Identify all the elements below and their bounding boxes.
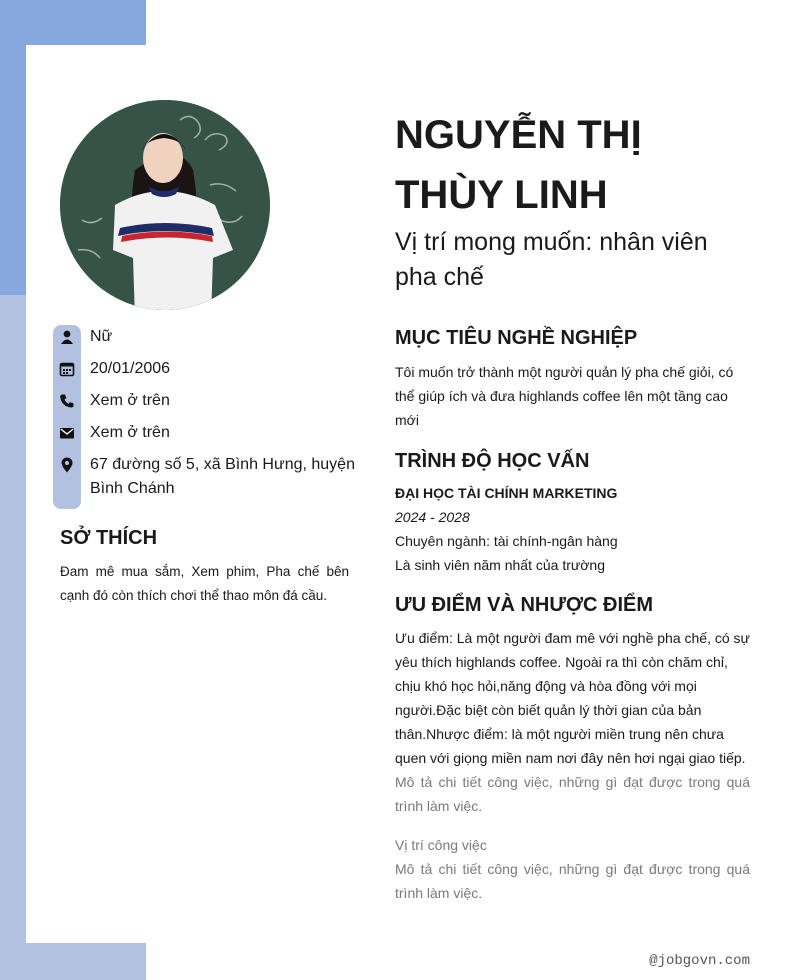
contact-icon-rail: [53, 325, 81, 509]
name-line-2: THÙY LINH: [395, 173, 608, 217]
candidate-name: [395, 105, 725, 225]
birthday-text: 20/01/2006: [90, 360, 171, 377]
objective-text: Tôi muốn trở thành một người quản lý pha chế giỏi, có thể giúp ích và đưa highlands coffee lên một tầng cao mới: [395, 364, 734, 428]
placeholder-description-1: Mô tả chi tiết công việc, những gì đạt được trong quá trình làm việc.: [395, 774, 750, 814]
address-text: 67 đường số 5, xã Bình Hưng, huyện Bình Chánh: [90, 456, 355, 497]
objective-heading: MỤC TIÊU NGHỀ NGHIỆP: [395, 327, 638, 349]
email-text: Xem ở trên: [90, 424, 170, 441]
profile-photo: [60, 100, 270, 310]
phone-text: Xem ở trên: [90, 392, 170, 409]
hobbies-heading: SỞ THÍCH: [60, 527, 158, 549]
mail-icon: [59, 425, 75, 441]
phone-icon: [59, 393, 75, 409]
education-school: ĐẠI HỌC TÀI CHÍNH MARKETING: [395, 485, 618, 501]
hobbies-text: Đam mê mua sắm, Xem phim, Pha chế bên cạnh đó còn thích chơi thể thao môn đá cầu.: [60, 564, 349, 603]
calendar-icon: [59, 361, 75, 377]
strengths-text: Ưu điểm: Là một người đam mê với nghề pha chế, có sự yêu thích highlands coffee. Ngoài ra thì còn chăm chỉ, chịu khó học hỏi,năng động và hòa đồng với mọi người.Đặc biệt còn biết quản lý thời gian của bản thân.Nhược điểm: là một người miền trung nên chưa quen với giọng miền nam nơi đây nên hơi ngại giao tiếp.: [395, 630, 750, 766]
education-major: Chuyên ngành: tài chính-ngân hàng: [395, 533, 618, 549]
person-icon: [59, 329, 75, 345]
strengths-heading: ƯU ĐIỂM VÀ NHƯỢC ĐIỂM: [395, 594, 654, 616]
placeholder-position: Vị trí công việc: [395, 837, 487, 853]
education-note: Là sinh viên năm nhất của trường: [395, 557, 606, 573]
desired-role: Vị trí mong muốn: nhân viên pha chế: [395, 228, 708, 291]
placeholder-description-2: Mô tả chi tiết công việc, những gì đạt được trong quá trình làm việc.: [395, 861, 750, 901]
gender-text: Nữ: [90, 328, 113, 345]
education-heading: TRÌNH ĐỘ HỌC VẤN: [395, 450, 590, 472]
name-line-1: NGUYỄN THỊ: [395, 113, 642, 157]
footer-watermark: @jobgovn.com: [649, 953, 750, 969]
location-pin-icon: [59, 457, 75, 473]
education-dates: 2024 - 2028: [395, 509, 470, 525]
